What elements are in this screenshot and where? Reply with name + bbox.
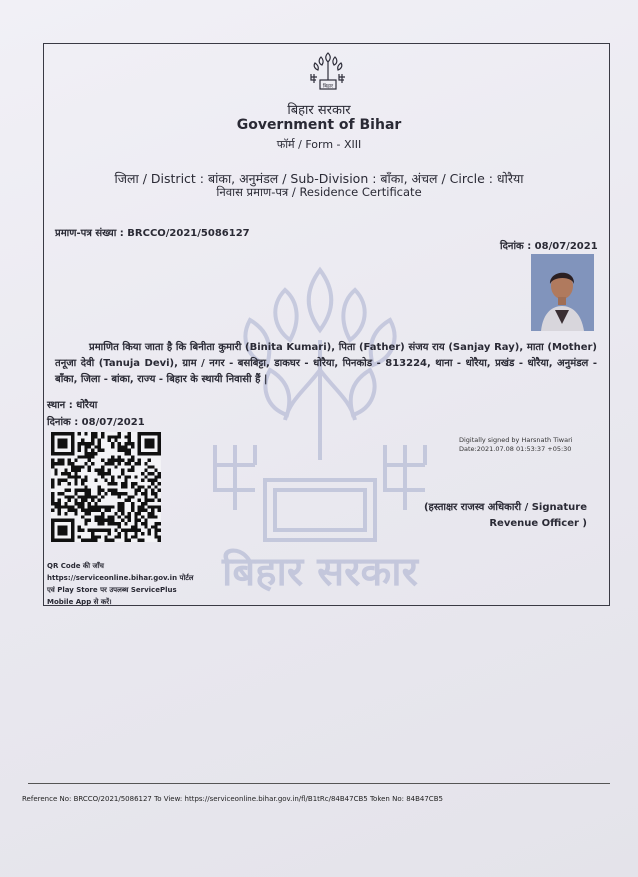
digital-signature (459, 436, 573, 454)
footer-reference: Reference No: BRCCO/2021/5086127 To View: https://serviceonline.bihar.gov.in/fl/B1tRc/84B47CB5 Token No: 84B47CB5 (22, 795, 443, 803)
applicant-photo (531, 254, 594, 331)
footer-divider (28, 783, 610, 784)
form-number: फॉर्म / Form - XIII (276, 138, 362, 151)
digital-signature-name: Digitally signed by Harsnath Tiwari (459, 436, 573, 444)
signatory-label: (हस्ताक्षर राजस्व अधिकारी / Signature Revenue Officer ) (423, 502, 587, 529)
district-line: जिला / District : बांका, अनुमंडल / Sub-Division : बाँका, अंचल / Circle : धोरैया (114, 171, 524, 186)
issue-date: दिनांक : 08/07/2021 (500, 241, 598, 252)
certificate-title: निवास प्रमाण-पत्र / Residence Certificate (216, 185, 422, 199)
person-photo-icon (531, 254, 594, 331)
emblem-label: बिहार (322, 83, 334, 90)
bihar-emblem-icon (306, 50, 350, 94)
date-line: दिनांक : 08/07/2021 (47, 417, 145, 428)
qr-verification-note: QR Code की जाँच https://serviceonline.bihar.gov.in पोर्टल एवं Play Store पर उपलब्ध ServicePlus Mobile App से करें। (47, 562, 194, 606)
digital-signature-date: Date:2021.07.08 01:53:37 +05:30 (459, 445, 572, 453)
certificate-number: प्रमाण-पत्र संख्या : BRCCO/2021/5086127 (55, 228, 250, 239)
state-name-hindi: बिहार सरकार (287, 103, 351, 118)
bihar-emblem-watermark-icon (195, 250, 445, 595)
watermark-text: बिहार सरकार (222, 549, 418, 595)
certificate-body: प्रमाणित किया जाता है कि बिनीता कुमारी (Binita Kumari), पिता (Father) संजय राय (Sanjay Ray), माता (Mother) तनूजा देवी (Tanuja Devi), ग्राम / नगर - बसबिट्टा, डाकघर - धोरैया, पिनकोड - 813224, थाना - धोरैया, प्रखंड - धोरैया, अनुमंडल - बाँका, जिला - बांका, राज्य - बिहार के स्थायी निवासी हैं | (55, 342, 597, 385)
qr-code (51, 432, 161, 542)
government-title: Government of Bihar (236, 117, 402, 133)
place-line: स्थान : धोरैया (47, 400, 98, 411)
